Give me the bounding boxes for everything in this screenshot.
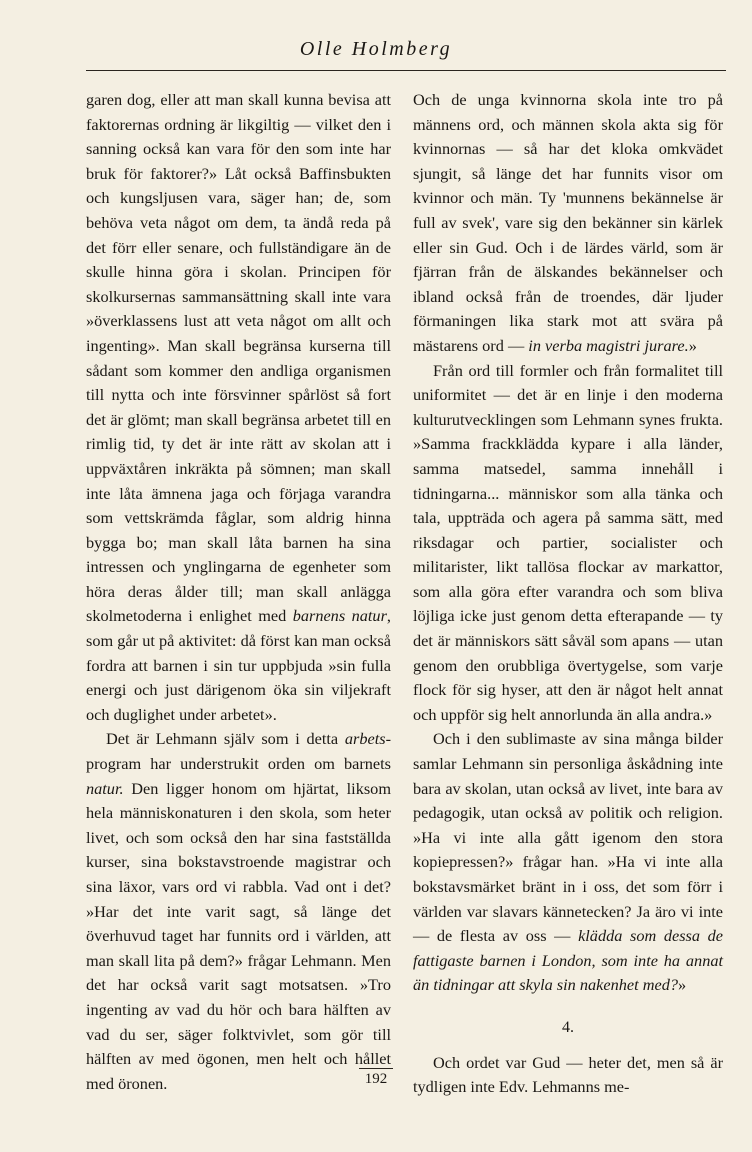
emphasis-latin-quote: in verba magistri jurare. xyxy=(528,335,689,355)
right-paragraph-1: Och de unga kvinnorna skola inte tro på männens ord, och männen skola akta sig för kvinnornas — så har det kloka omkvädet sjungit, så länge det har funnits visor om kvinnor och män. Ty 'munnens bekännelse är full av svek', vare sig den bekänner sin kärlek eller sin Gud. Och i de lärdes värld, som är fjärran från de älskandes bekännelser och ibland också från de troendes, där ljuder förmaningen lika stark mot att svära på mästarens ord — in verba magistri jurare.» xyxy=(413,90,723,355)
page-number: 192 xyxy=(0,1068,752,1088)
emphasis: arbets- xyxy=(344,729,391,749)
section-number: 4. xyxy=(562,1018,574,1036)
left-column xyxy=(86,88,391,1096)
running-title: Olle Holmberg xyxy=(299,38,453,60)
right-column xyxy=(413,88,723,1100)
right-paragraph-2: Från ord till formler och från formalitet till uniformitet — det är en linje i den moderna kulturutvecklingen som Lehmann synes frukta. »Samma frackklädda kypare i alla länder, samma matsedel, samma innehåll i tidningarna... människor som alla tänka och tala, uppträda och agera på samma sätt, med riksdagar och partier, socialister och militarister, likt tallösa flockar av markattor, som alla göra efter varandra och som bliva löjliga icke just genom detta efterapande — ty det är människors sätt såväl som apans — utan genom den orubbliga övertygelse, som varje flock för sig hyser, att den är något helt annat och uppför sig helt annorlunda än alla andra.» xyxy=(413,360,723,724)
left-paragraph-1: garen dog, eller att man skall kunna bevisa att faktorernas ordning är likgiltig — vilket den i sanning också kan vara för den som inte har bruk för faktorer?» Låt också Baffinsbukten och kungsljusen vara, säger han; de, som behöva veta något om dem, ta ändå reda på det förr eller senare, och fullständigare än de skulle hinna göra i skolan. Principen för skolkursernas sammansättning skall inte vara »överklassens lust att veta något om allt och ingenting». Man skall begränsa kurserna till sådant som kommer den andliga organismen till nytta och inte försvinner spårlöst så fort det är glömt; man skall begränsa arbetet till en rimlig tid, ty det är inte rätt av skolan att i uppväxtåren inkräkta på sömnen; man skall inte låta ämnena jaga och förjaga varandra som vettskrämda fåglar, som aldrig hinna bygga bo; man skall låta barnen ha sina intressen och ynglingarna de egenheter som höra deras ålder till; man skall anlägga skolmetoderna i enlighet med barnens natur, som går ut på aktivitet: då först kan man också fordra att barnen i sin tur uppbjuda »sin fulla energi och just därigenom öka sin viljekraft och duglighet under arbetet». xyxy=(86,90,391,724)
right-paragraph-3: Och i den sublimaste av sina många bilder samlar Lehmann sin personliga åskådning inte bara av skolan, utan också av livet, inte bara av pedagogik, utan också av politik och religion. »Ha vi inte alla gått igenom den stora kopiepressen?» frågar han. »Ha vi inte alla bokstavsmärket bränt in i oss, det som förr i världen var slavars kännetecken? Ja äro vi inte — de flesta av oss — klädda som dessa de fattigaste barnen i London, som inte ha annat än tidningar att skyla sin nakenhet med?» xyxy=(413,729,723,995)
emphasis-quote: klädda som dessa de fattigaste barnen i London, som inte ha annat än tidningar att skyla sin nakenhet med? xyxy=(413,926,723,995)
right-paragraph-4: Och ordet var Gud — heter det, men så är tydligen inte Edv. Lehmanns me- xyxy=(413,1052,723,1097)
emphasis: natur. xyxy=(86,778,124,798)
left-paragraph-2: Det är Lehmann själv som i detta arbets-program har understrukit orden om barnets natur. Den ligger honom om hjärtat, liksom hela människonaturen i den skola, som heter livet, och som också den har sina fastställda kurser, sina bokstavstroende magistrar och sina läxor, vars ord vi rabbla. Vad ont i det? »Har det inte varit sagt, så länge det överhuvud taget har funnits ord i världen, att man skall lita på dem?» frågar Lehmann. Men det har också varit sagt motsatsen. »Tro ingenting av vad du hör och bara hälften av vad du ser, säger folktvivlet, som gör till hälften av med ögonen, men helt och hållet med öronen. xyxy=(86,729,391,1093)
header-rule xyxy=(86,70,726,71)
emphasis: barnens natur xyxy=(292,606,387,626)
